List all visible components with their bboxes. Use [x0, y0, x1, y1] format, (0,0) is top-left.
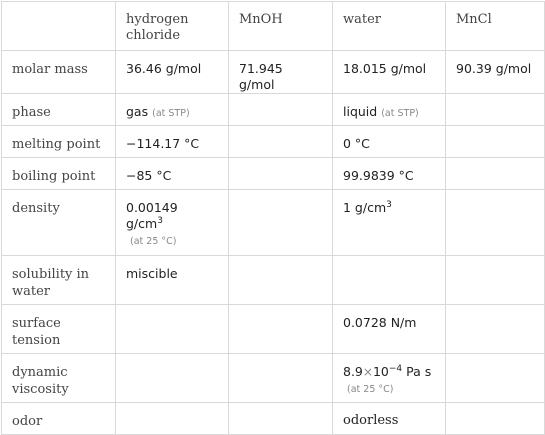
cell-water-molar-mass: 18.015 g/mol [333, 51, 446, 94]
row-label: melting point [2, 126, 116, 158]
cell-mncl-melting-point [446, 126, 545, 158]
properties-table [1, 1, 545, 435]
cell-mncl-phase [446, 94, 545, 126]
density-unit: g/cm [126, 216, 158, 231]
viscosity-base: 10 [372, 364, 389, 379]
header-hydrogen-chloride: hydrogen chloride [116, 2, 229, 51]
cell-mnoh-boiling-point [229, 158, 333, 190]
cell-hcl-surface-tension [116, 305, 229, 354]
row-label: boiling point [2, 158, 116, 190]
row-label: surface tension [2, 305, 116, 354]
cell-mnoh-solubility [229, 256, 333, 305]
cell-water-phase [333, 94, 446, 126]
cell-mnoh-molar-mass: 71.945 g/mol [229, 51, 333, 94]
cell-mncl-surface-tension [446, 305, 545, 354]
cell-water-surface-tension: 0.0728 N/m [333, 305, 446, 354]
row-dynamic-viscosity [2, 354, 545, 403]
density-exponent: 3 [386, 199, 392, 210]
cell-water-dynamic-viscosity [333, 354, 446, 403]
cell-water-boiling-point: 99.9839 °C [333, 158, 446, 190]
density-note: (at 25 °C) [130, 236, 177, 247]
density-value: 0.00149 [126, 200, 178, 215]
row-boiling-point [2, 158, 545, 190]
row-solubility [2, 256, 545, 305]
viscosity-exponent: −4 [388, 363, 403, 374]
cell-mnoh-melting-point [229, 126, 333, 158]
times-sign: × [362, 365, 373, 379]
cell-water-odor: odorless [333, 403, 446, 435]
cell-mnoh-phase [229, 94, 333, 126]
cell-hcl-density [116, 190, 229, 256]
cell-hcl-molar-mass: 36.46 g/mol [116, 51, 229, 94]
header-corner [2, 2, 116, 51]
cell-hcl-melting-point: −114.17 °C [116, 126, 229, 158]
cell-mncl-boiling-point [446, 158, 545, 190]
cell-water-melting-point: 0 °C [333, 126, 446, 158]
cell-mnoh-dynamic-viscosity [229, 354, 333, 403]
cell-mncl-molar-mass: 90.39 g/mol [446, 51, 545, 94]
cell-mnoh-density [229, 190, 333, 256]
viscosity-unit: Pa s [406, 364, 432, 379]
viscosity-mantissa: 8.9 [343, 364, 363, 379]
cell-mnoh-odor [229, 403, 333, 435]
cell-hcl-odor [116, 403, 229, 435]
row-molar-mass [2, 51, 545, 94]
header-row [2, 2, 545, 51]
phase-value: gas [126, 104, 149, 119]
row-surface-tension [2, 305, 545, 354]
cell-mncl-density [446, 190, 545, 256]
cell-mncl-dynamic-viscosity [446, 354, 545, 403]
row-label: density [2, 190, 116, 256]
header-water: water [333, 2, 446, 51]
row-label: molar mass [2, 51, 116, 94]
density-value: 1 g/cm [343, 200, 387, 215]
row-odor [2, 403, 545, 435]
cell-water-solubility [333, 256, 446, 305]
density-exponent: 3 [157, 215, 163, 226]
row-density [2, 190, 545, 256]
cell-hcl-solubility: miscible [116, 256, 229, 305]
viscosity-note: (at 25 °C) [347, 384, 394, 395]
phase-note: (at STP) [381, 108, 419, 119]
row-phase [2, 94, 545, 126]
cell-mncl-solubility [446, 256, 545, 305]
header-mnoh: MnOH [229, 2, 333, 51]
header-mncl: MnCl [446, 2, 545, 51]
row-melting-point [2, 126, 545, 158]
cell-water-density [333, 190, 446, 256]
row-label: odor [2, 403, 116, 435]
cell-hcl-phase [116, 94, 229, 126]
row-label: dynamic viscosity [2, 354, 116, 403]
phase-value: liquid [343, 104, 378, 119]
cell-mncl-odor [446, 403, 545, 435]
row-label: phase [2, 94, 116, 126]
row-label: solubility in water [2, 256, 116, 305]
cell-hcl-dynamic-viscosity [116, 354, 229, 403]
phase-note: (at STP) [152, 108, 190, 119]
cell-hcl-boiling-point: −85 °C [116, 158, 229, 190]
cell-mnoh-surface-tension [229, 305, 333, 354]
